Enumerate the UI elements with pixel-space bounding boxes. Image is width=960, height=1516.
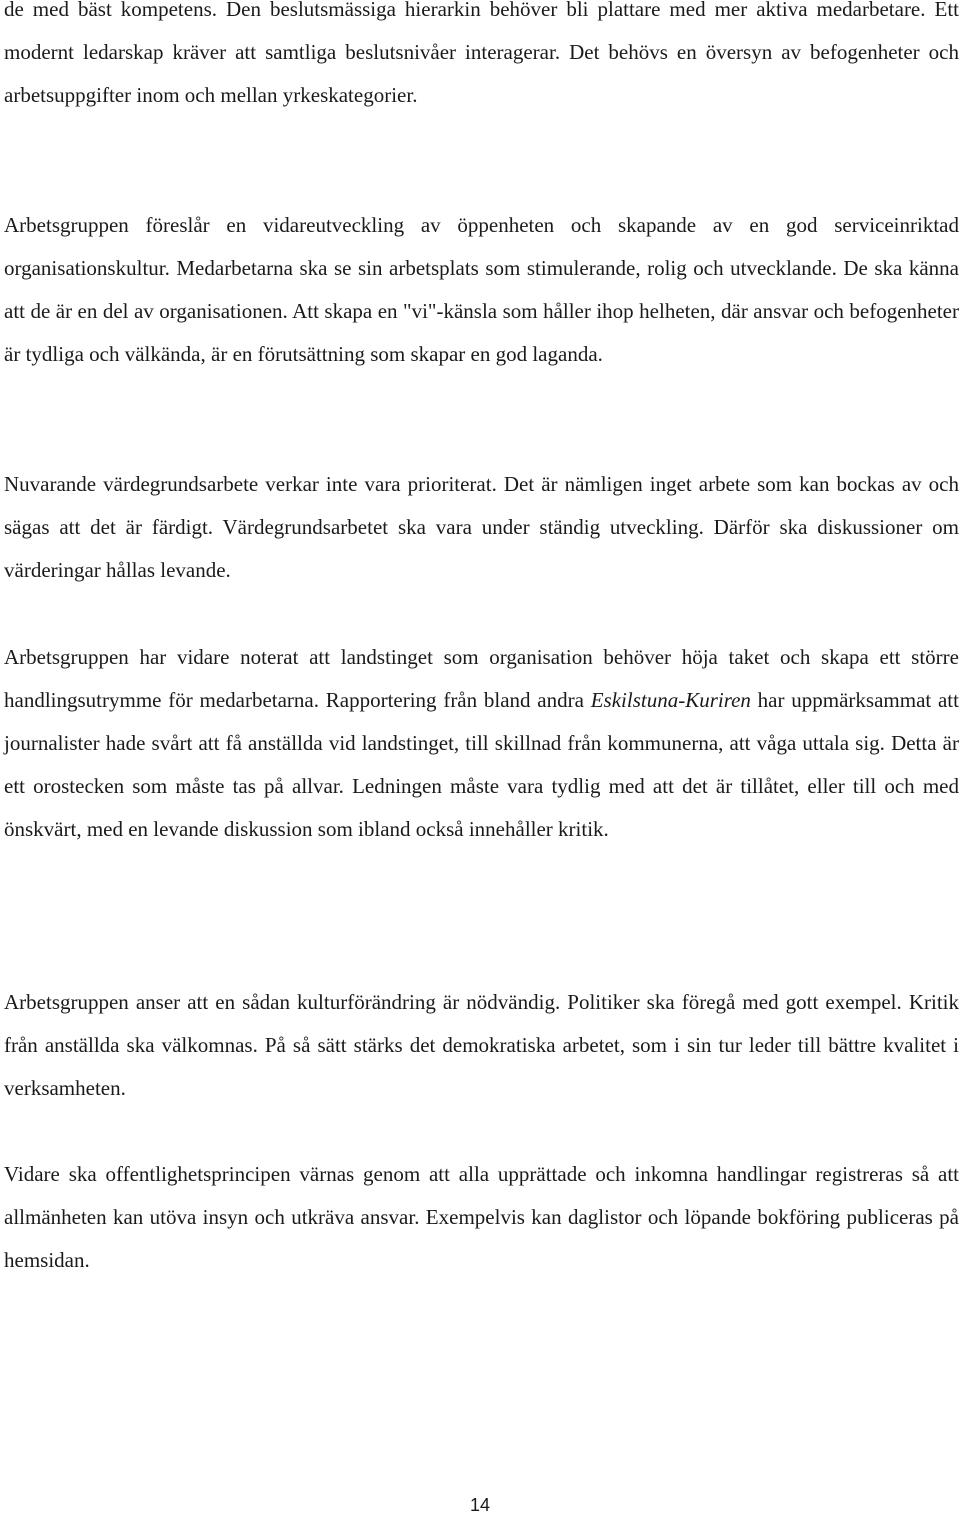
paragraph-core-values: Nuvarande värdegrundsarbete verkar inte vara prioriterat. Det är nämligen inget arbete som kan bockas av och sägas att det är färdigt. Värdegrundsarbetet ska vara under ständig utveckling. Därför ska diskussioner om värderingar hållas levande. <box>4 472 959 582</box>
newspaper-name: Eskilstuna-Kuriren <box>590 688 751 712</box>
paragraph-hierarchy: de med bäst kompetens. Den beslutsmässiga hierarkin behöver bli plattare med mer aktiva medarbetare. Ett modernt ledarskap kräver att samtliga beslutsnivåer interagerar. Det behövs en översyn av befogenheter och arbetsuppgifter inom och mellan yrkeskategorier. <box>4 0 959 107</box>
paragraph-room-for-action <box>4 636 959 851</box>
paragraph-public-access: Vidare ska offentlighetsprincipen värnas genom att alla upprättade och inkomna handlingar registreras så att allmänheten kan utöva insyn och utkräva ansvar. Exempelvis kan daglistor och löpande bokföring publiceras på hemsidan. <box>4 1162 959 1272</box>
paragraph-culture-change: Arbetsgruppen anser att en sådan kulturförändring är nödvändig. Politiker ska föregå med gott exempel. Kritik från anställda ska välkomnas. På så sätt stärks det demokratiska arbetet, som i sin tur leder till bättre kvalitet i verksamheten. <box>4 990 959 1100</box>
paragraph-text-start: Arbetsgruppen har vidare noterat att landstinget som organisation behöver höja taket och skapa ett större handlingsutrymme för medarbetarna. Rapportering från bland andra <box>4 645 959 712</box>
page-number: 14 <box>469 1495 491 1515</box>
paragraph-text-end: har uppmärksammat att journalister hade svårt att få anställda vid landstinget, till skillnad från kommunerna, att våga uttala sig. Detta är ett orostecken som måste tas på allvar. Ledningen måste vara tydlig med att det är tillåtet, eller till och med önskvärt, med en levande diskussion som ibland också innehåller kritik. <box>4 688 959 841</box>
paragraph-organisational-culture: Arbetsgruppen föreslår en vidareutveckling av öppenheten och skapande av en god serviceinriktad organisationskultur. Medarbetarna ska se sin arbetsplats som stimulerande, rolig och utvecklande. De ska känna att de är en del av organisationen. Att skapa en "vi"-känsla som håller ihop helheten, där ansvar och befogenheter är tydliga och välkända, är en förutsättning som skapar en god laganda. <box>4 213 959 366</box>
